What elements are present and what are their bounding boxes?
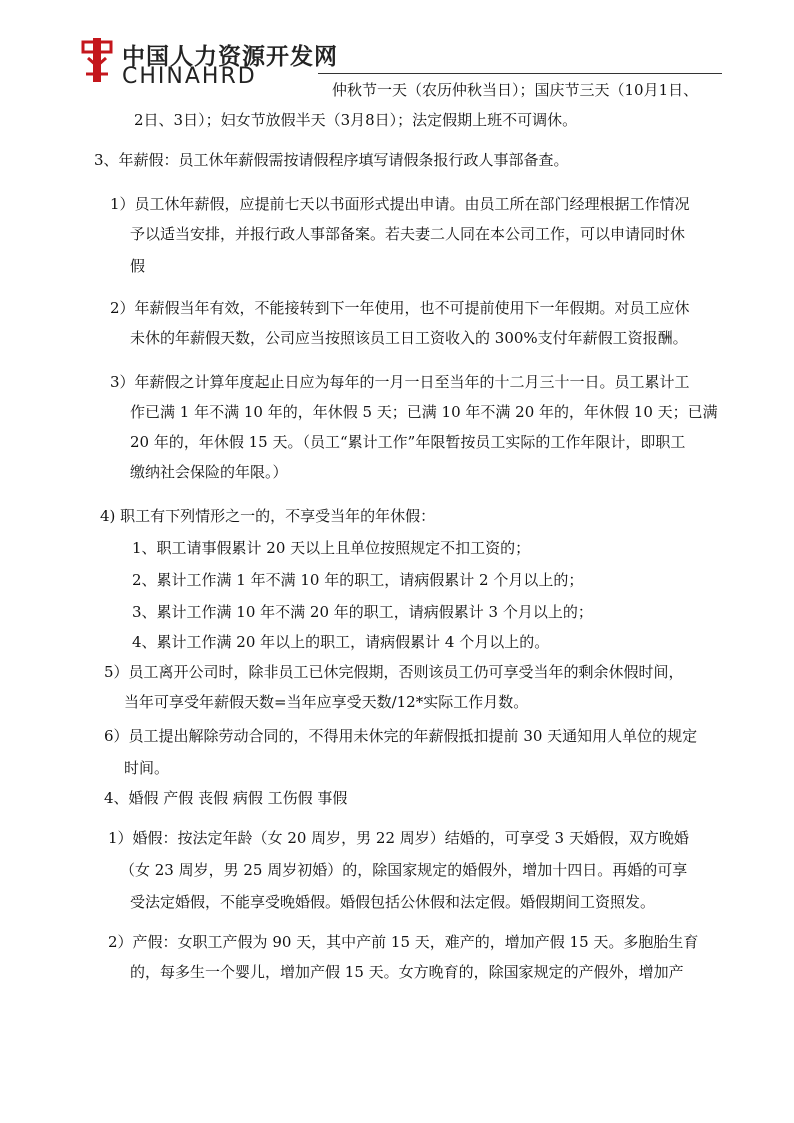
text-line: 假 [130, 257, 146, 275]
section-heading: 4、婚假 产假 丧假 病假 工伤假 事假 [104, 789, 348, 807]
text-line: （女 23 周岁，男 25 周岁初婚）的，除国家规定的婚假外，增加十四日。再婚的可享 [120, 861, 688, 879]
text-line: 1）员工休年薪假，应提前七天以书面形式提出申请。由员工所在部门经理根据工作情况 [110, 195, 690, 213]
text-line: 予以适当安排，并报行政人事部备案。若夫妻二人同在本公司工作，可以申请同时休 [130, 225, 686, 243]
text-line: 仲秋节一天（农历仲秋当日）；国庆节三天（10月1日、 [332, 81, 699, 99]
text-line: 当年可享受年薪假天数=当年应享受天数/12*实际工作月数。 [124, 693, 529, 711]
text-line: 3）年薪假之计算年度起止日应为每年的一月一日至当年的十二月三十一日。员工累计工 [110, 373, 690, 391]
list-item: 3、累计工作满 10 年不满 20 年的职工，请病假累计 3 个月以上的； [132, 603, 593, 621]
list-item: 1、职工请事假累计 20 天以上且单位按照规定不扣工资的； [132, 539, 531, 557]
text-line: 2日、3日）；妇女节放假半天（3月8日）；法定假期上班不可调休。 [134, 111, 578, 129]
logo-english-text: CHINAHRD [122, 64, 257, 89]
list-item: 2、累计工作满 1 年不满 10 年的职工，请病假累计 2 个月以上的； [132, 571, 584, 589]
text-line: 未休的年薪假天数，公司应当按照该员工日工资收入的 300%支付年薪假工资报酬。 [130, 329, 688, 347]
text-line: 4) 职工有下列情形之一的，不享受当年的年休假： [100, 507, 436, 525]
chinahrd-logo-mark [80, 36, 114, 84]
text-line: 作已满 1 年不满 10 年的，年休假 5 天；已满 10 年不满 20 年的，年休假 10 天；已满 [130, 403, 718, 421]
list-item: 4、累计工作满 20 年以上的职工，请病假累计 4 个月以上的。 [132, 633, 550, 651]
text-line: 时间。 [124, 759, 170, 777]
logo-chinese-text: 中国人力资源开发网 [122, 44, 338, 70]
text-line: 20 年的，年休假 15 天。（员工“累计工作”年限暂按员工实际的工作年限计，即职工 [130, 433, 686, 451]
text-line: 缴纳社会保险的年限。） [130, 463, 288, 481]
section-heading: 3、年薪假：员工休年薪假需按请假程序填写请假条报行政人事部备查。 [94, 151, 569, 169]
text-line: 1）婚假：按法定年龄（女 20 周岁，男 22 周岁）结婚的，可享受 3 天婚假，双方晚婚 [108, 829, 689, 847]
text-line: 2）年薪假当年有效，不能接转到下一年使用，也不可提前使用下一年假期。对员工应休 [110, 299, 690, 317]
text-line: 5）员工离开公司时，除非员工已休完假期，否则该员工仍可享受当年的剩余休假时间， [104, 663, 684, 681]
text-line: 2）产假：女职工产假为 90 天，其中产前 15 天，难产的，增加产假 15 天。多胞胎生育 [108, 933, 699, 951]
header-rule [318, 73, 722, 74]
text-line: 的，每多生一个婴儿，增加产假 15 天。女方晚育的，除国家规定的产假外，增加产 [130, 963, 684, 981]
text-line: 受法定婚假，不能享受晚婚假。婚假包括公休假和法定假。婚假期间工资照发。 [130, 893, 656, 911]
text-line: 6）员工提出解除劳动合同的，不得用未休完的年薪假抵扣提前 30 天通知用人单位的规定 [104, 727, 698, 745]
